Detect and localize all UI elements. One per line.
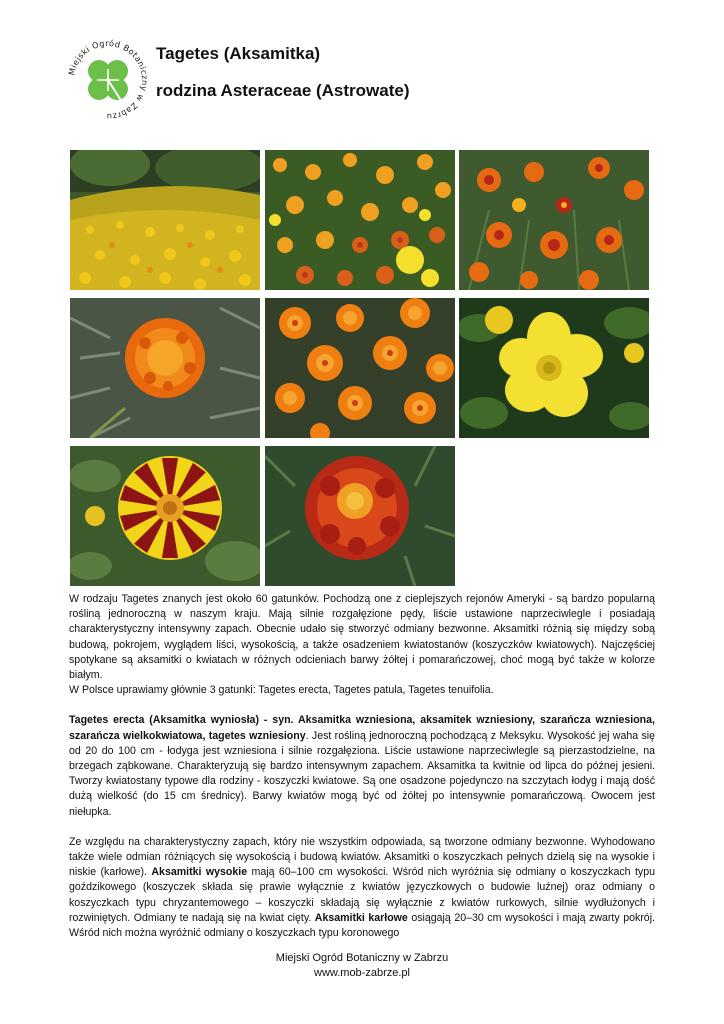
paragraph-species: W Polsce uprawiamy głównie 3 gatunki: Tagetes erecta, Tagetes patula, Tagetes tenuifolia. — [69, 684, 494, 697]
photo-orange-double-marigold — [70, 298, 260, 438]
varieties-text-b: mają 60–100 cm wysokości. Wśród nich wyróżnia się odmiany o koszyczkach typu goździkowego (koszyczek składa się prawie wyłącznie z kwiatów języczkowych o budowie luźnej) oraz odmiany o koszyczkach typu chryzantemowego – koszyczki składają się wyłącznie z kwiatów rurkowych, silnie wydłużonych i rozwiniętych. Odmiany te nadają się na kwiat cięty. — [69, 866, 655, 924]
footer-website: www.mob-zabrze.pl — [314, 967, 410, 979]
page-subtitle: rodzina Asteraceae (Astrowate) — [156, 81, 410, 100]
tagetes-erecta-heading: Tagetes erecta (Aksamitka wyniosła) - syn. Aksamitka wzniesiona, aksamitek wzniesiony, szarańcza wzniesiona, szarańcza wielkokwiatowa, tagetes wzniesiony — [69, 714, 655, 742]
photo-orange-red-marigolds — [459, 150, 649, 290]
paragraph-intro: W rodzaju Tagetes znanych jest około 60 gatunków. Pochodzą one z cieplejszych rejonów Ameryki - są bardzo popularną rośliną jednoroczną w naszym kraju. Mają silnie rozgałęzione pędy, liście ustawione naprzeciwlegle i posiadają charakterystyczny intensywny zapach. Obecnie udało się stworzyć odmiany bezwonne. Aksamitki różnią się między sobą budową, pokrojem, wyglądem liści, wysokością, a także osadzeniem kwiatostanów (koszyczków kwiatowych). Najczęściej spotykane są aksamitki o kwiatach w różnych odcieniach barwy żółtej i pomarańczowej, choć mogą być także w kolorze białym. — [69, 593, 655, 682]
varieties-bold-tall: Aksamitki wysokie — [151, 866, 248, 879]
garden-logo — [66, 38, 150, 122]
logo-text: Miejski Ogród Botaniczny w Zabrzu — [66, 38, 150, 122]
photo-marigold-field — [70, 150, 260, 290]
photo-orange-single-marigolds — [265, 298, 455, 438]
clover-icon — [88, 60, 128, 102]
varieties-text-a: Ze względu na charakterystyczny zapach, który nie wszystkim odpowiada, są tworzone odmiany bezwonne. Wyhodowano także wiele odmian różniących się wysokością i budową kwiatów. Aksamitki o koszyczkach pełnych dzielą się na wysokie i niskie (karłowe). — [69, 835, 655, 879]
footer-organization: Miejski Ogród Botaniczny w Zabrzu — [275, 952, 449, 964]
photo-red-orange-double-marigold — [265, 446, 455, 586]
photo-mixed-marigolds — [265, 150, 455, 290]
article-body — [69, 592, 655, 941]
paragraph-tagetes-erecta — [69, 713, 655, 819]
varieties-bold-dwarf: Aksamitki karłowe — [314, 911, 408, 924]
paragraph-varieties — [69, 835, 655, 941]
varieties-text-c: osiągają 20–30 cm wysokości i mają zwarty pokrój. Wśród nich można wyróżnić odmiany o koszyczkach typu koronowego — [69, 911, 655, 940]
page-title: Tagetes (Aksamitka) — [156, 44, 321, 63]
tagetes-erecta-text: . Jest rośliną jednoroczną pochodzącą z Meksyku. Wysokość jej waha się od 20 do 100 cm - łodyga jest wzniesiona i silnie rozgałęziona. Liście ustawione naprzeciwlegle są pierzastodzielne, na brzegach ząbkowane. Charakteryzują się bardzo intensywnym zapachem. Aksamitka ta kwitnie od lipca do późnej jesieni. Tworzy kwiatostany typowe dla rodziny - koszyczki kwiatowe. Są one osadzone pojedynczo na szczytach łodyg i mają dość dużą wielkość (do 15 cm średnicy). Barwy kwiatów mogą być od żółtej po intensywnie pomarańczową. Owocem jest niełupka. — [69, 729, 655, 818]
photo-yellow-marigold — [459, 298, 649, 438]
photo-striped-red-yellow-marigold — [70, 446, 260, 586]
